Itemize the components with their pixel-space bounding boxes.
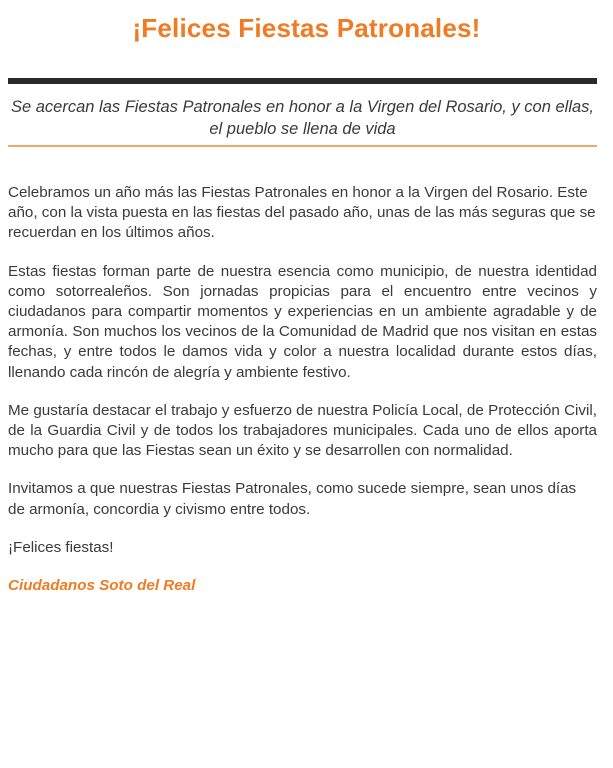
page-title: ¡Felices Fiestas Patronales! <box>132 13 481 43</box>
closing-greeting: ¡Felices fiestas! <box>8 538 114 556</box>
top-divider <box>8 78 597 84</box>
paragraph-2: Estas fiestas forman parte de nuestra esencia como municipio, de nuestra identidad como sotorrealeños. Son jornadas propicias para el encuentro entre vecinos y ciudadanos para compartir momentos y experiencias en un ambiente agradable y de armonía. Son muchos los vecinos de la Comunidad de Madrid que nos visitan en estas fechas, y entre todos le damos vida y color a nuestra localidad durante estos días, llenando cada rincón de alegría y ambiente festivo. <box>8 262 597 381</box>
subtitle: Se acercan las Fiestas Patronales en honor a la Virgen del Rosario, y con ellas, el pueblo se llena de vida <box>10 98 595 138</box>
signature: Ciudadanos Soto del Real <box>8 577 196 595</box>
article-body <box>8 183 597 596</box>
subtitle-divider <box>8 145 597 147</box>
paragraph-1: Celebramos un año más las Fiestas Patronales en honor a la Virgen del Rosario. Este año, con la vista puesta en las fiestas del pasado año, unas de las más seguras que se recuerdan en los últimos años. <box>8 184 596 242</box>
paragraph-4: Invitamos a que nuestras Fiestas Patronales, como sucede siempre, sean unos días de armonía, concordia y civismo entre todos. <box>8 480 577 518</box>
paragraph-3: Me gustaría destacar el trabajo y esfuerzo de nuestra Policía Local, de Protección Civil, de la Guardia Civil y de todos los trabajadores municipales. Cada uno de ellos aporta mucho para que las Fiestas sean un éxito y se desarrollen con normalidad. <box>8 401 597 460</box>
